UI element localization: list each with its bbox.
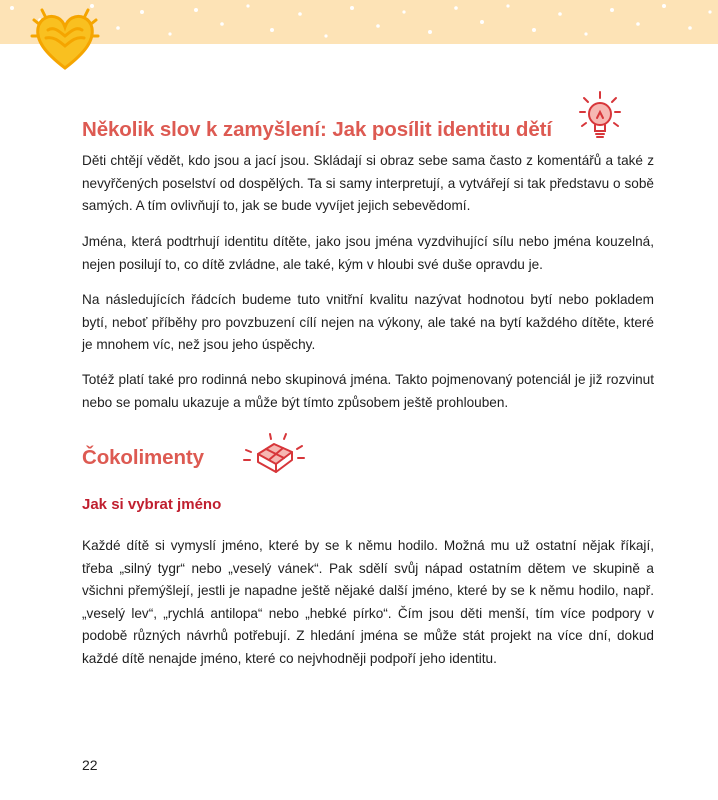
section-title-cokolimenty: Čokolimenty [82, 446, 204, 469]
section-title-identity: Několik slov k zamyšlení: Jak posílit identitu dětí [82, 118, 552, 141]
lightbulb-icon [572, 90, 628, 146]
subheading-choose-name: Jak si vybrat jméno [82, 496, 222, 513]
paragraph-2: Jména, která podtrhují identitu dítěte, jako jsou jména vyzdvihující sílu nebo jména kouzelná, nejen posilují to, co dítě zvládne, ale také, kým v hloubi své duše opravdu je. [82, 234, 654, 272]
paragraph-5: Každé dítě si vymyslí jméno, které by se k němu hodilo. Možná mu už ostatní nějak říkají, třeba „silný tygr“ nebo „veselý vánek“. Pak sdělí svůj nápad ostatním dětem ve skupině a všichni přemýšlejí, jestli je napadne ještě nějaké další jméno, které by se k němu hodilo, např. „veselý lev“, „rychlá antilopa“ nebo „hebké pírko“. Čím jsou děti menší, tím více podpory v podobě různých návrhů potřebují. Z hledání jména se může stát projekt na více dní, dokud každé dítě nenajde jméno, které co nejvhodněji podpoří jeho identitu. [82, 538, 654, 666]
paragraph-3: Na následujících řádcích budeme tuto vnitřní kvalitu nazývat hodnotou bytí nebo pokladem bytí, neboť příběhy pro povzbuzení cílí nejen na výkony, ale také na bytí každého dítěte, které je mnohem víc, než jsou jeho úspěchy. [82, 292, 654, 352]
chocolate-icon [240, 430, 310, 480]
heart-icon [30, 6, 100, 76]
top-decorative-band [0, 0, 718, 44]
dots-pattern [0, 0, 718, 44]
page-number: 22 [82, 757, 98, 773]
paragraph-4: Totéž platí také pro rodinná nebo skupinová jména. Takto pojmenovaný potenciál je již rozvinut nebo se pomalu ukazuje a může být tímto způsobem ještě prohlouben. [82, 372, 654, 410]
paragraph-1: Děti chtějí vědět, kdo jsou a jací jsou. Skládají si obraz sebe sama často z komentářů a také z nevyřčených poselství od dospělých. Ta si samy interpretují, a vytvářejí si tak představu o sobě samých. A tím ovlivňují to, jak se bude vyvíjet jejich sebevědomí. [82, 153, 654, 213]
